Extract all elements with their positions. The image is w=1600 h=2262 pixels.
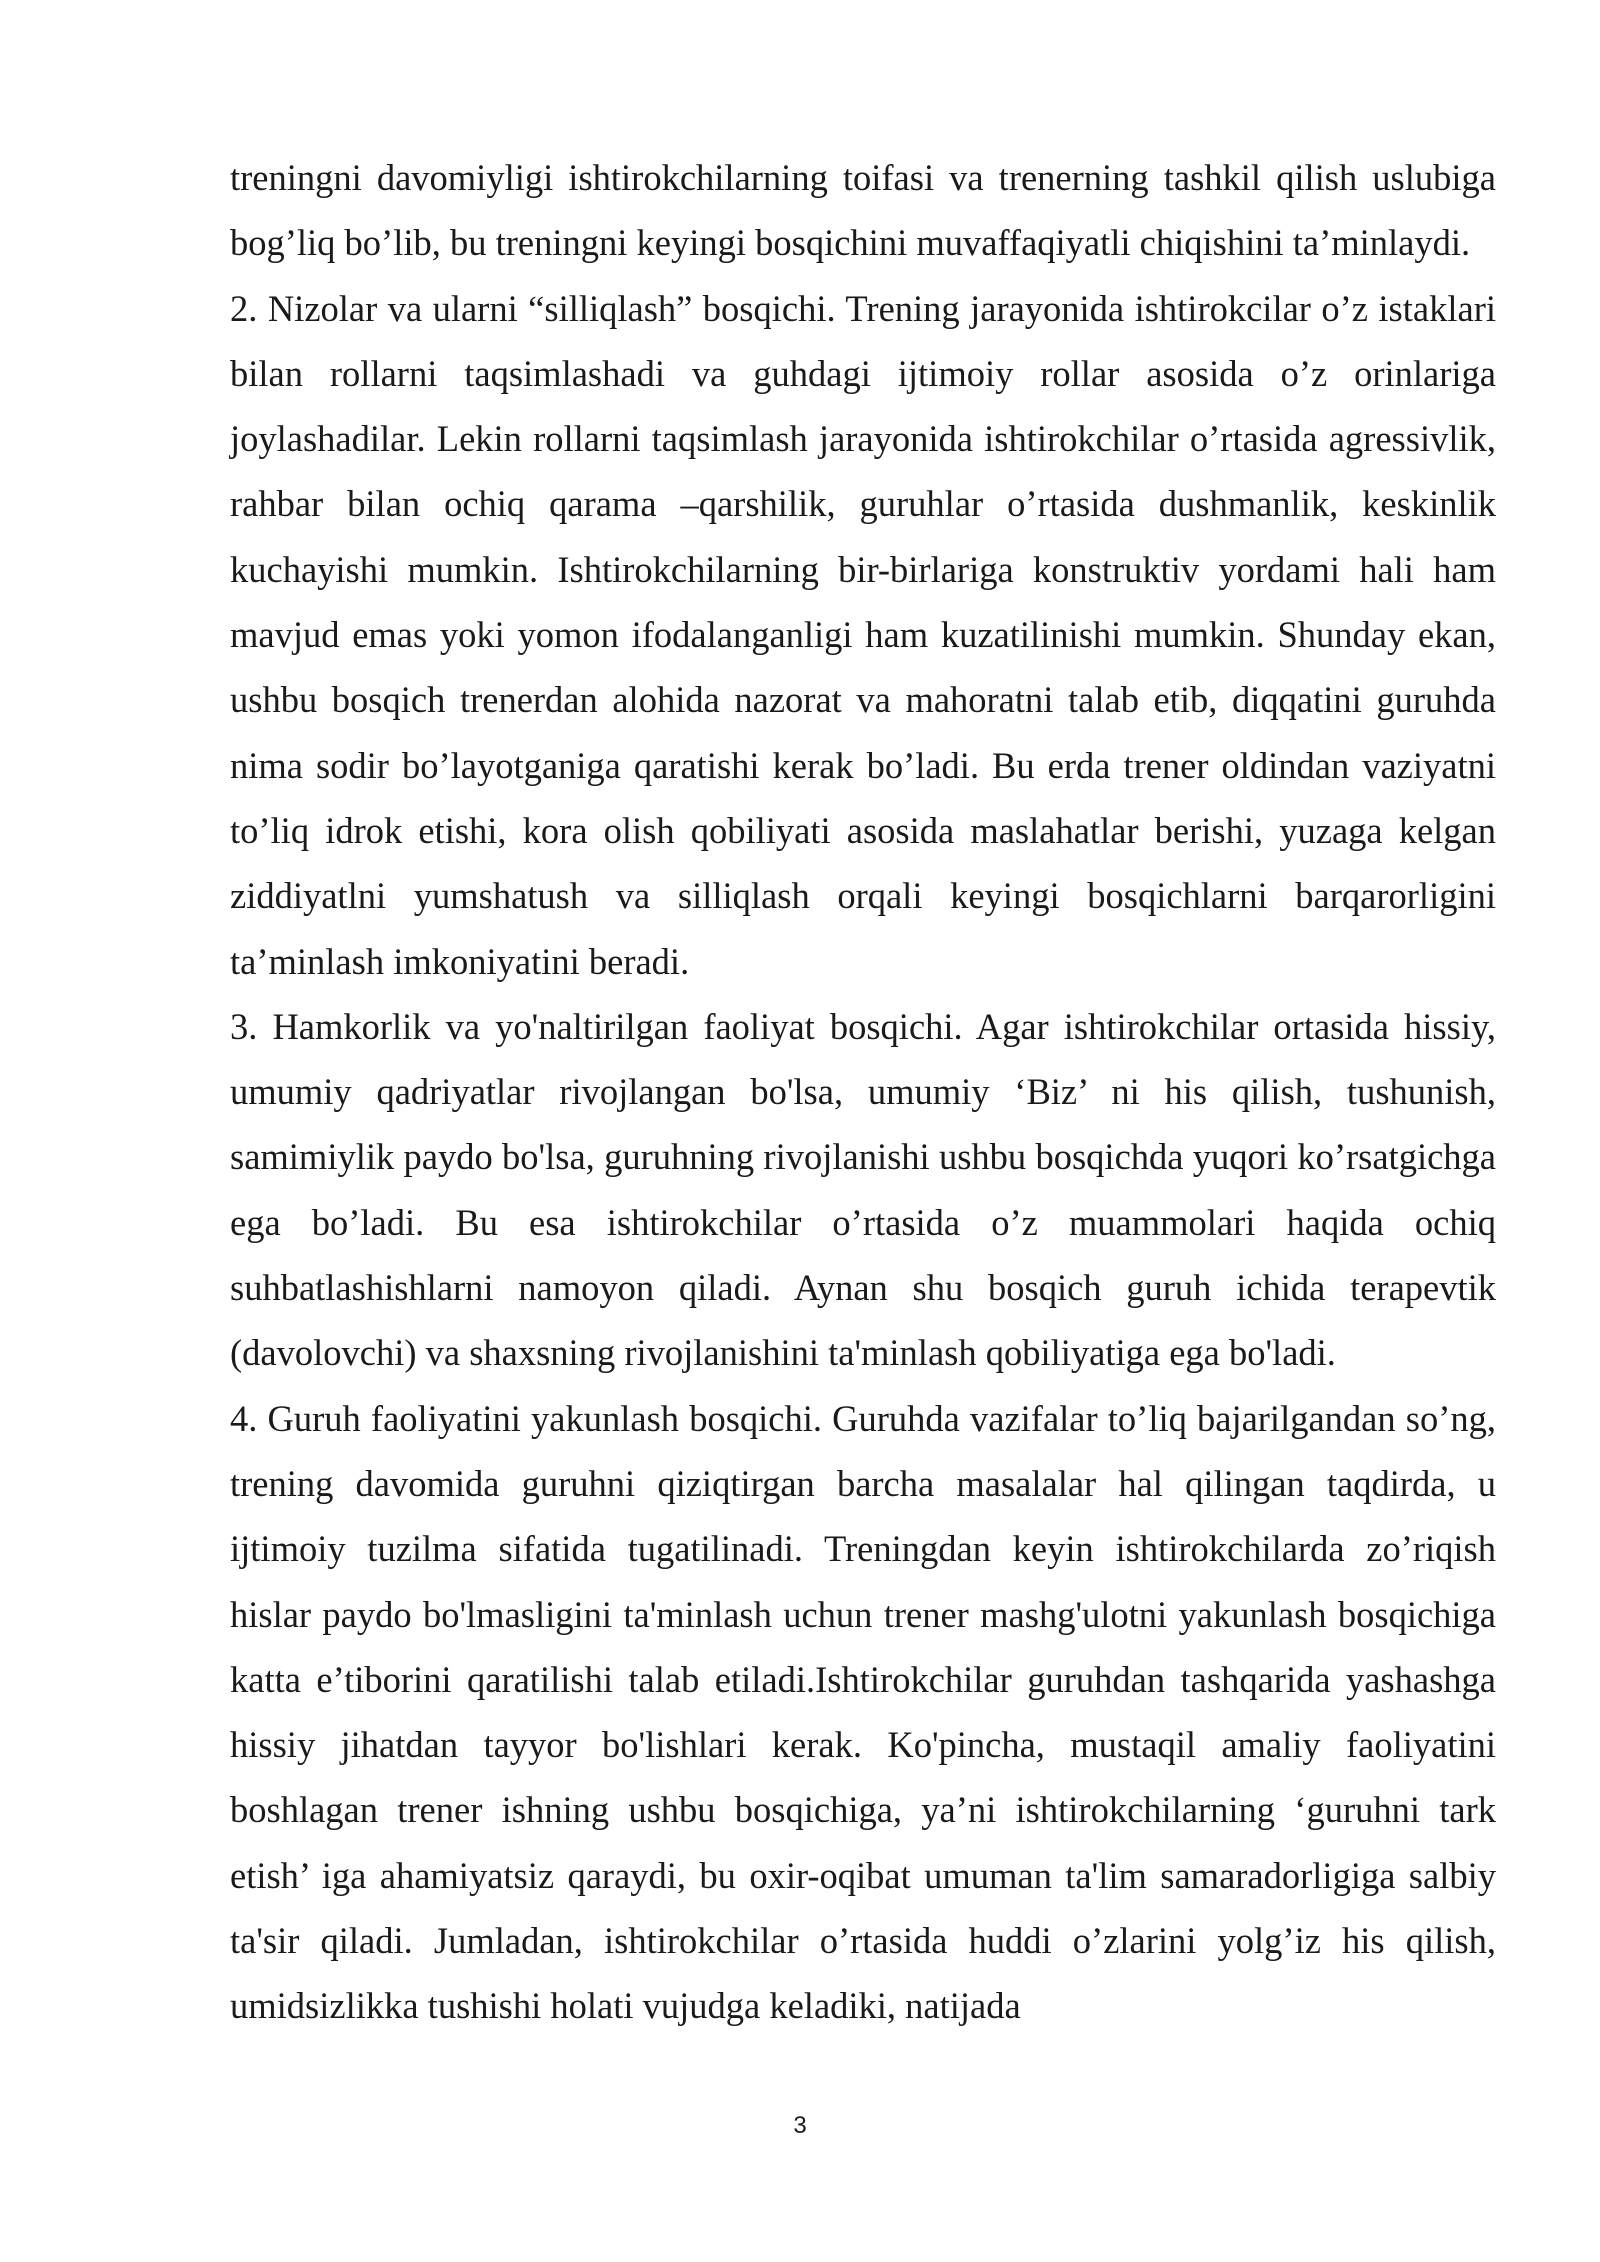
body-text xyxy=(230,145,1496,2039)
paragraph-stage-4: 4. Guruh faoliyatini yakunlash bosqichi. Guruhda vazifalar to’liq bajarilgandan so’ng, trening davomida guruhni qiziqtirgan barcha masalalar hal qilingan taqdirda, u ijtimoiy tuzilma sifatida tugatilinadi. Treningdan keyin ishtirokchilarda zo’riqish hislar paydo bo'lmasligini ta'minlash uchun trener mashg'ulotni yakunlash bosqichiga katta e’tiborini qaratilishi talab etiladi.Ishtirokchilar guruhdan tashqarida yashashga hissiy jihatdan tayyor bo'lishlari kerak. Ko'pincha, mustaqil amaliy faoliyatini boshlagan trener ishning ushbu bosqichiga, ya’ni ishtirokchilarning ‘guruhni tark etish’ iga ahamiyatsiz qaraydi, bu oxir-oqibat umuman ta'lim samaradorligiga salbiy ta'sir qiladi. Jumladan, ishtirokchilar o’rtasida huddi o’zlarini yolg’iz his qilish, umidsizlikka tushishi holati vujudga keladiki, natijada xyxy=(230,1397,1496,2027)
page-number: 3 xyxy=(793,2112,807,2139)
paragraph-continuation: treningni davomiyligi ishtirokchilarning toifasi va trenerning tashkil qilish uslubiga bog’liq bo’lib, bu treningni keyingi bosqichini muvaffaqiyatli chiqishini ta’minlaydi. xyxy=(230,157,1496,264)
paragraph-stage-3: 3. Hamkorlik va yo'naltirilgan faoliyat bosqichi. Agar ishtirokchilar ortasida hissiy, umumiy qadriyatlar rivojlangan bo'lsa, umumiy ‘Biz’ ni his qilish, tushunish, samimiylik paydo bo'lsa, guruhning rivojlanishi ushbu bosqichda yuqori ko’rsatgichga ega bo’ladi. Bu esa ishtirokchilar o’rtasida o’z muammolari haqida ochiq suhbatlashishlarni namoyon qiladi. Aynan shu bosqich guruh ichida terapevtik (davolovchi) va shaxsning rivojlanishini ta'minlash qobiliyatiga ega bo'ladi. xyxy=(230,1005,1496,1374)
paragraph-stage-2: 2. Nizolar va ularni “silliqlash” bosqichi. Trening jarayonida ishtirokcilar o’z istaklari bilan rollarni taqsimlashadi va guhdagi ijtimoiy rollar asosida o’z orinlariga joylashadilar. Lekin rollarni taqsimlash jarayonida ishtirokchilar o’rtasida agressivlik, rahbar bilan ochiq qarama –qarshilik, guruhlar o’rtasida dushmanlik, keskinlik kuchayishi mumkin. Ishtirokchilarning bir-birlariga konstruktiv yordami hali ham mavjud emas yoki yomon ifodalanganligi ham kuzatilinishi mumkin. Shunday ekan, ushbu bosqich trenerdan alohida nazorat va mahoratni talab etib, diqqatini guruhda nima sodir bo’layotganiga qaratishi kerak bo’ladi. Bu erda trener oldindan vaziyatni to’liq idrok etishi, kora olish qobiliyati asosida maslahatlar berishi, yuzaga kelgan ziddiyatlni yumshatush va silliqlash orqali keyingi bosqichlarni barqarorligini ta’minlash imkoniyatini beradi. xyxy=(230,287,1496,982)
